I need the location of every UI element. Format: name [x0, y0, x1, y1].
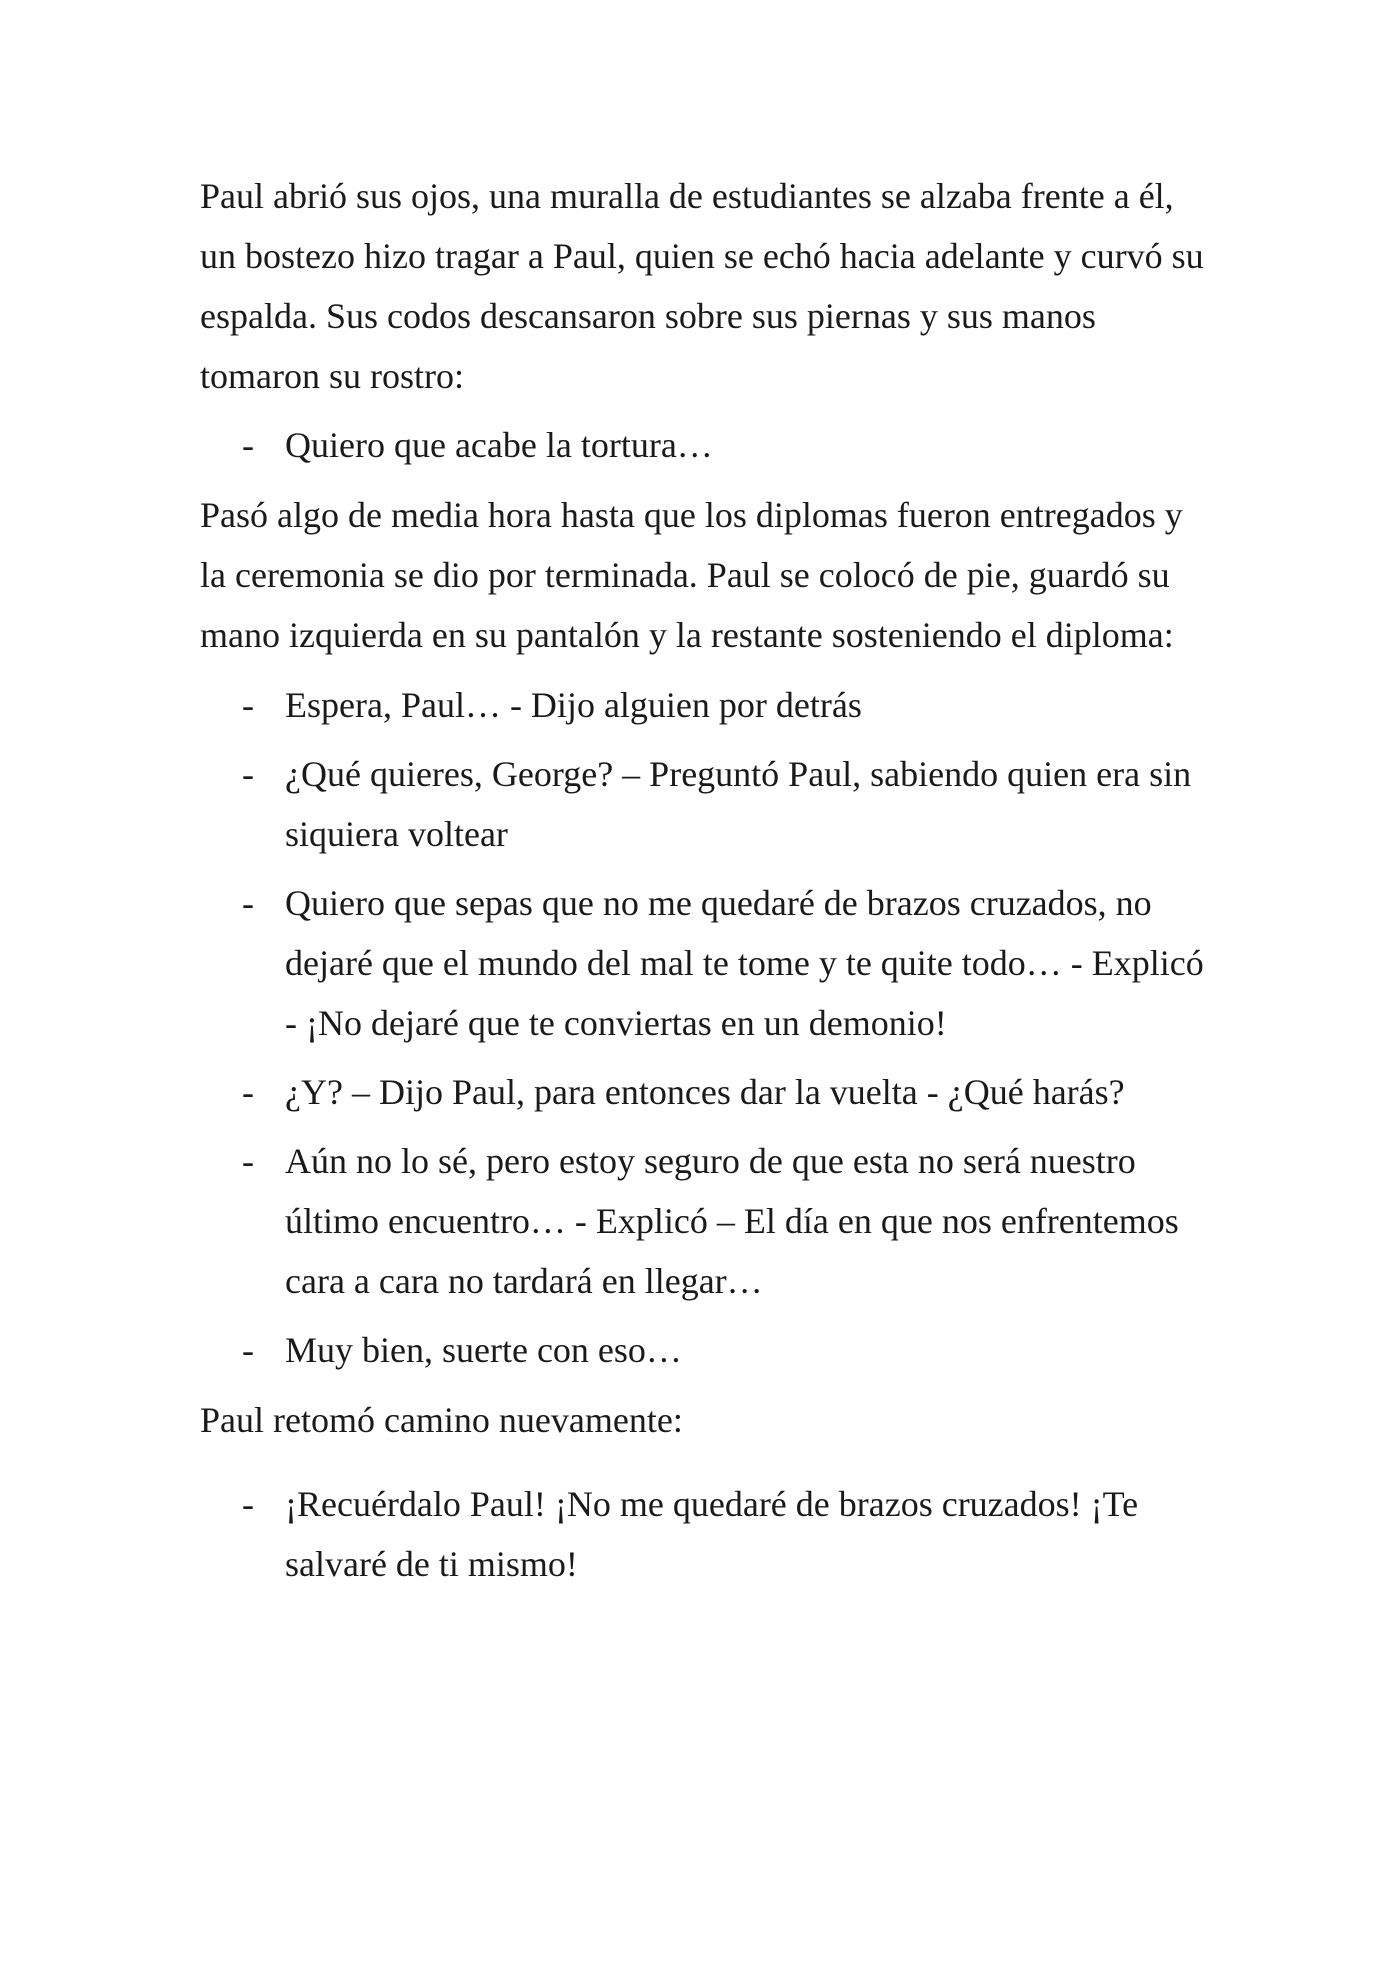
- dialogue-line: [200, 415, 1210, 475]
- dialogue-line: [200, 675, 1210, 735]
- document-body: [200, 166, 1210, 1594]
- dialogue-text: ¿Qué quieres, George? – Preguntó Paul, sabiendo quien era sin siquiera voltear: [285, 754, 1192, 854]
- dialogue-block-3: [200, 1474, 1210, 1594]
- dash-marker: -: [242, 1141, 254, 1181]
- dialogue-text: Muy bien, suerte con eso…: [285, 1330, 682, 1370]
- dialogue-line: [200, 1062, 1210, 1122]
- paragraph-3: Paul retomó camino nuevamente:: [200, 1400, 683, 1440]
- dialogue-text: Aún no lo sé, pero estoy seguro de que esta no será nuestro último encuentro… - Explicó – El día en que nos enfrentemos cara a cara no tardará en llegar…: [285, 1141, 1179, 1301]
- dialogue-text: ¡Recuérdalo Paul! ¡No me quedaré de brazos cruzados! ¡Te salvaré de ti mismo!: [285, 1484, 1139, 1584]
- dialogue-line: [200, 744, 1210, 864]
- dialogue-text: ¿Y? – Dijo Paul, para entonces dar la vuelta - ¿Qué harás?: [285, 1072, 1125, 1112]
- dialogue-block-2: [200, 675, 1210, 1380]
- dash-marker: -: [242, 685, 254, 725]
- dialogue-text: Espera, Paul… - Dijo alguien por detrás: [285, 685, 862, 725]
- dash-marker: -: [242, 425, 254, 465]
- paragraph-1: Paul abrió sus ojos, una muralla de estudiantes se alzaba frente a él, un bostezo hizo tragar a Paul, quien se echó hacia adelante y curvó su espalda. Sus codos descansaron sobre sus piernas y sus manos tomaron su rostro:: [200, 176, 1204, 396]
- dash-marker: -: [242, 754, 254, 794]
- dialogue-text: Quiero que sepas que no me quedaré de brazos cruzados, no dejaré que el mundo del mal te tome y te quite todo… - Explicó - ¡No dejaré que te conviertas en un demonio!: [285, 883, 1204, 1043]
- dialogue-line: [200, 873, 1210, 1053]
- paragraph-2: Pasó algo de media hora hasta que los diplomas fueron entregados y la ceremonia se dio por terminada. Paul se colocó de pie, guardó su mano izquierda en su pantalón y la restante sosteniendo el diploma:: [200, 495, 1183, 655]
- dialogue-line: [200, 1131, 1210, 1311]
- dash-marker: -: [242, 1330, 254, 1370]
- dash-marker: -: [242, 883, 254, 923]
- dialogue-block-1: [200, 415, 1210, 475]
- dash-marker: -: [242, 1072, 254, 1112]
- dialogue-line: [200, 1320, 1210, 1380]
- dialogue-text: Quiero que acabe la tortura…: [285, 425, 713, 465]
- dash-marker: -: [242, 1484, 254, 1524]
- dialogue-line: [200, 1474, 1210, 1594]
